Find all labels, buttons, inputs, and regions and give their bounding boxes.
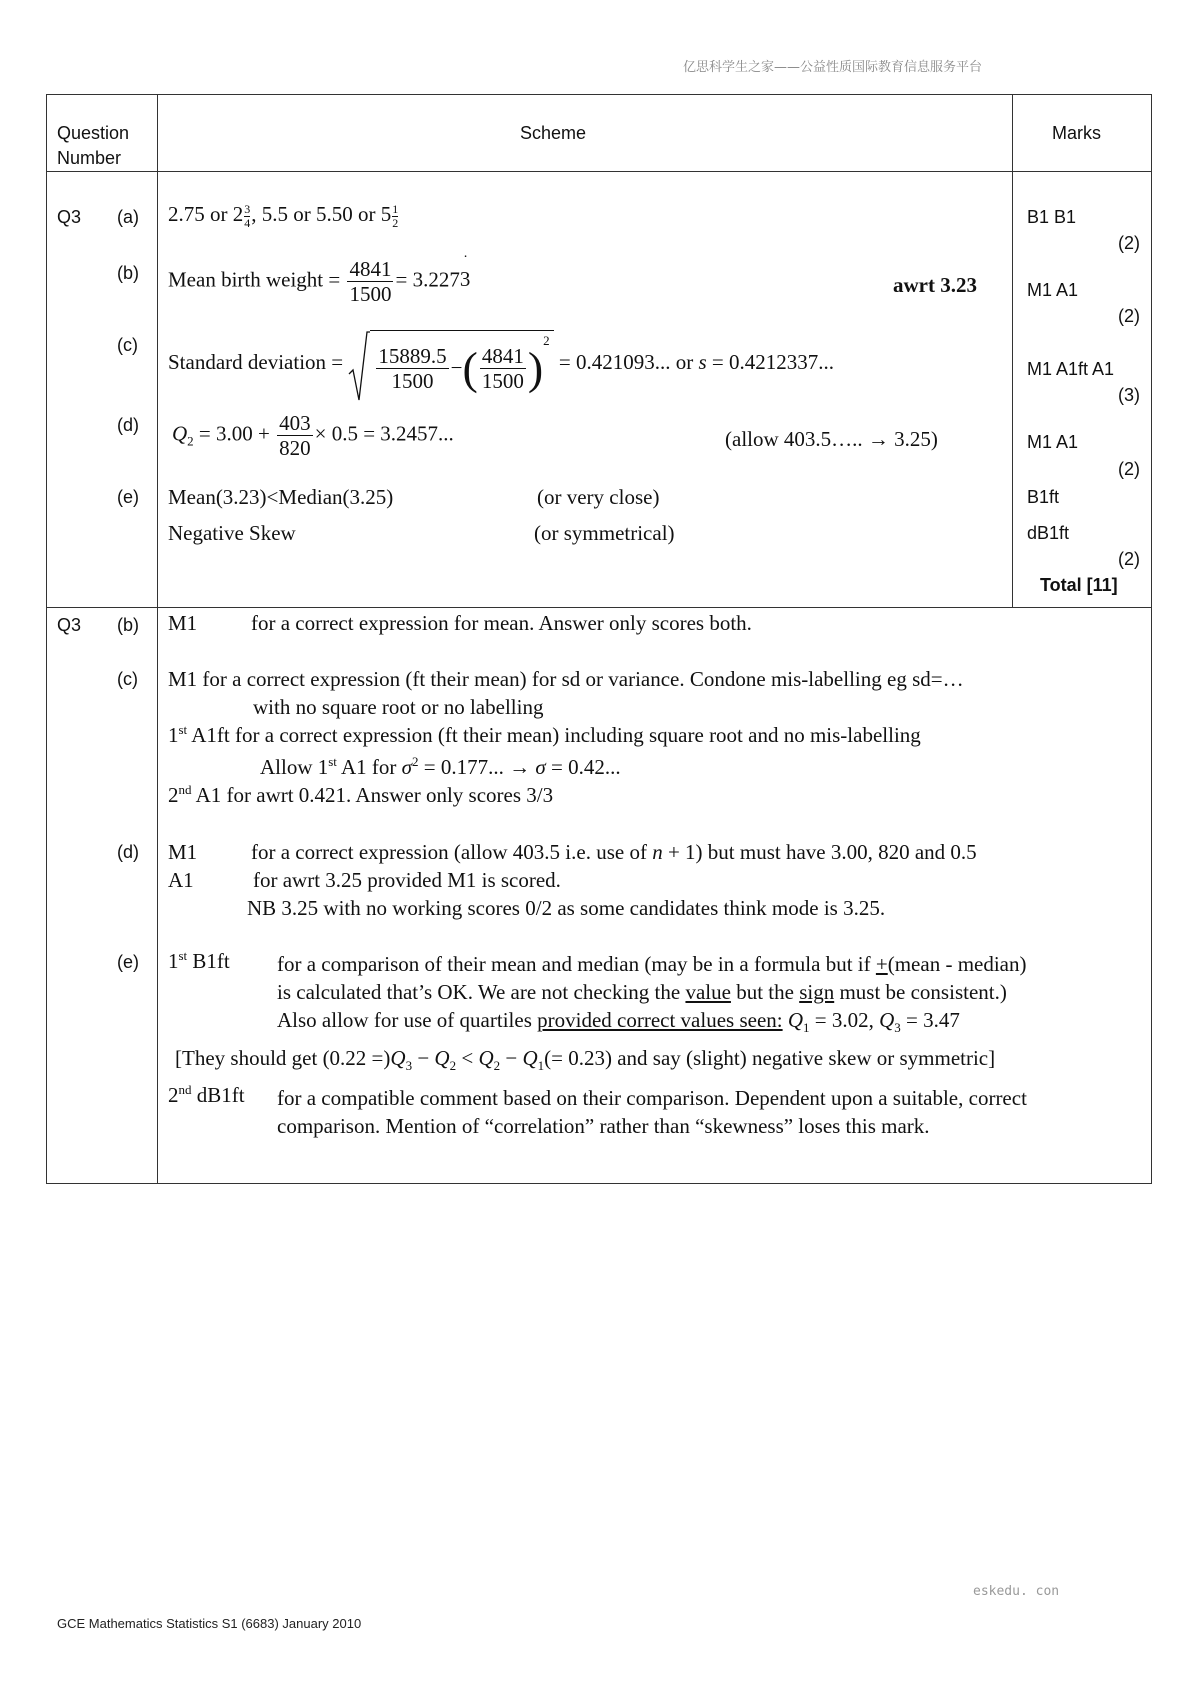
awrt-note-b: awrt 3.23 <box>893 273 977 297</box>
answer-d: $Q_2 = 3.00$ + $\frac{403}{820}$ × 0.5 = 3.2457... <box>172 411 454 461</box>
note-c-line5: 2nd A1 for awrt 0.421. Answer only scores 3/3 <box>168 782 554 807</box>
header-scheme: Scheme <box>520 123 587 143</box>
notes-question-label: Q3 <box>57 615 82 635</box>
note-b-text: for a correct expression for mean. Answer only scores both. <box>251 611 752 635</box>
marks-d-total: (2) <box>1118 459 1140 479</box>
notes-part-e: (e) <box>117 952 139 972</box>
notes-part-c: (c) <box>117 669 138 689</box>
note-d-code1: M1 <box>168 840 198 864</box>
header-number: Number <box>57 148 122 168</box>
marks-b: M1 A1 <box>1027 280 1079 300</box>
footer-watermark: eskedu. con <box>973 1584 1060 1599</box>
question-label: Q3 <box>57 207 82 227</box>
note-c-line4: Allow 1st A1 for $\sigma^2 = 0.177$... → σ = 0.42... <box>260 754 621 779</box>
header-question: Question <box>57 123 130 143</box>
answer-b: Mean birth weight = $\frac{4841}{1500}$ = 3.2273 ˙ <box>168 253 471 307</box>
marks-e-total: (2) <box>1118 549 1140 569</box>
part-label-a: (a) <box>117 207 139 227</box>
note-e-line2: is calculated that’s OK. We are not checking the value but the sign must be consistent.) <box>277 980 1007 1004</box>
notes-part-d: (d) <box>117 842 139 862</box>
marks-total: Total [11] <box>1040 575 1118 595</box>
marks-b-total: (2) <box>1118 306 1140 326</box>
part-label-b: (b) <box>117 263 139 283</box>
answer-c: Standard deviation = $\frac{15889.5}{1500}$ −( $\frac{4841}{1500}$ )$^2$ = 0.421093... or s = 0.4212337... <box>168 330 834 395</box>
marks-a-total: (2) <box>1118 233 1140 253</box>
part-label-c: (c) <box>117 335 138 355</box>
note-e-code2: 2nd dB1ft <box>168 1082 245 1107</box>
note-e-line4: [They should get $(0.22 =)Q_3 - Q_2 < Q_2 - Q_1(= 0.23)$ and say (slight) negative skew or symmetric] <box>175 1046 996 1074</box>
note-c-line1: M1 for a correct expression (ft their mean) for sd or variance. Condone mis-labelling eg sd=… <box>168 667 964 691</box>
note-d-code2: A1 <box>168 868 194 892</box>
note-e-line6: comparison. Mention of “correlation” rather than “skewness” loses this mark. <box>277 1114 930 1138</box>
sqrt-sign-icon <box>348 330 370 402</box>
part-label-d: (d) <box>117 415 139 435</box>
note-d-line1: for a correct expression (allow 403.5 i.e. use of n + 1) but must have 3.00, 820 and 0.5 <box>251 840 977 864</box>
answer-e-line2-note: (or symmetrical) <box>534 521 675 545</box>
marks-c-total: (3) <box>1118 385 1140 405</box>
note-e-line3: Also allow for use of quartiles provided correct values seen: $Q_1 = 3.02$, $Q_3 = 3.47$ <box>277 1008 960 1036</box>
marks-a: B1 B1 <box>1027 207 1077 227</box>
site-note: 亿思科学生之家——公益性质国际教育信息服务平台 <box>683 60 983 75</box>
footer-title: GCE Mathematics Statistics S1 (6683) January 2010 <box>57 1616 362 1631</box>
answer-e-line1: Mean(3.23)<Median(3.25) <box>168 485 394 509</box>
note-d-line3: NB 3.25 with no working scores 0/2 as some candidates think mode is 3.25. <box>247 896 886 920</box>
note-e-code1: 1st B1ft <box>168 948 230 973</box>
answer-a: 2.75 or 2 $\frac{3}{4}$ , 5.5 or 5.50 or 5 $\frac{1}{2}$ <box>168 202 399 230</box>
marks-e1: B1ft <box>1027 487 1060 507</box>
notes-part-b: (b) <box>117 615 139 635</box>
note-e-line5: for a compatible comment based on their comparison. Dependent upon a suitable, correct <box>277 1086 1027 1110</box>
marks-d: M1 A1 <box>1027 432 1079 452</box>
note-b-code: M1 <box>168 611 198 635</box>
answer-e-line1-note: (or very close) <box>537 485 660 509</box>
answer-e-line2: Negative Skew <box>168 521 296 545</box>
note-e-line1: for a comparison of their mean and median (may be in a formula but if +(mean - median) <box>277 952 1027 976</box>
marks-e2: dB1ft <box>1027 523 1070 543</box>
note-c-line2: with no square root or no labelling <box>253 695 544 719</box>
allow-note-d: (allow 403.5….. → 3.25) <box>725 427 938 451</box>
marks-c: M1 A1ft A1 <box>1027 359 1115 379</box>
part-label-e: (e) <box>117 487 139 507</box>
header-marks: Marks <box>1052 123 1101 143</box>
note-c-line3: 1st A1ft for a correct expression (ft their mean) including square root and no mis-labelling <box>168 722 921 747</box>
note-d-line2: for awrt 3.25 provided M1 is scored. <box>253 868 561 892</box>
